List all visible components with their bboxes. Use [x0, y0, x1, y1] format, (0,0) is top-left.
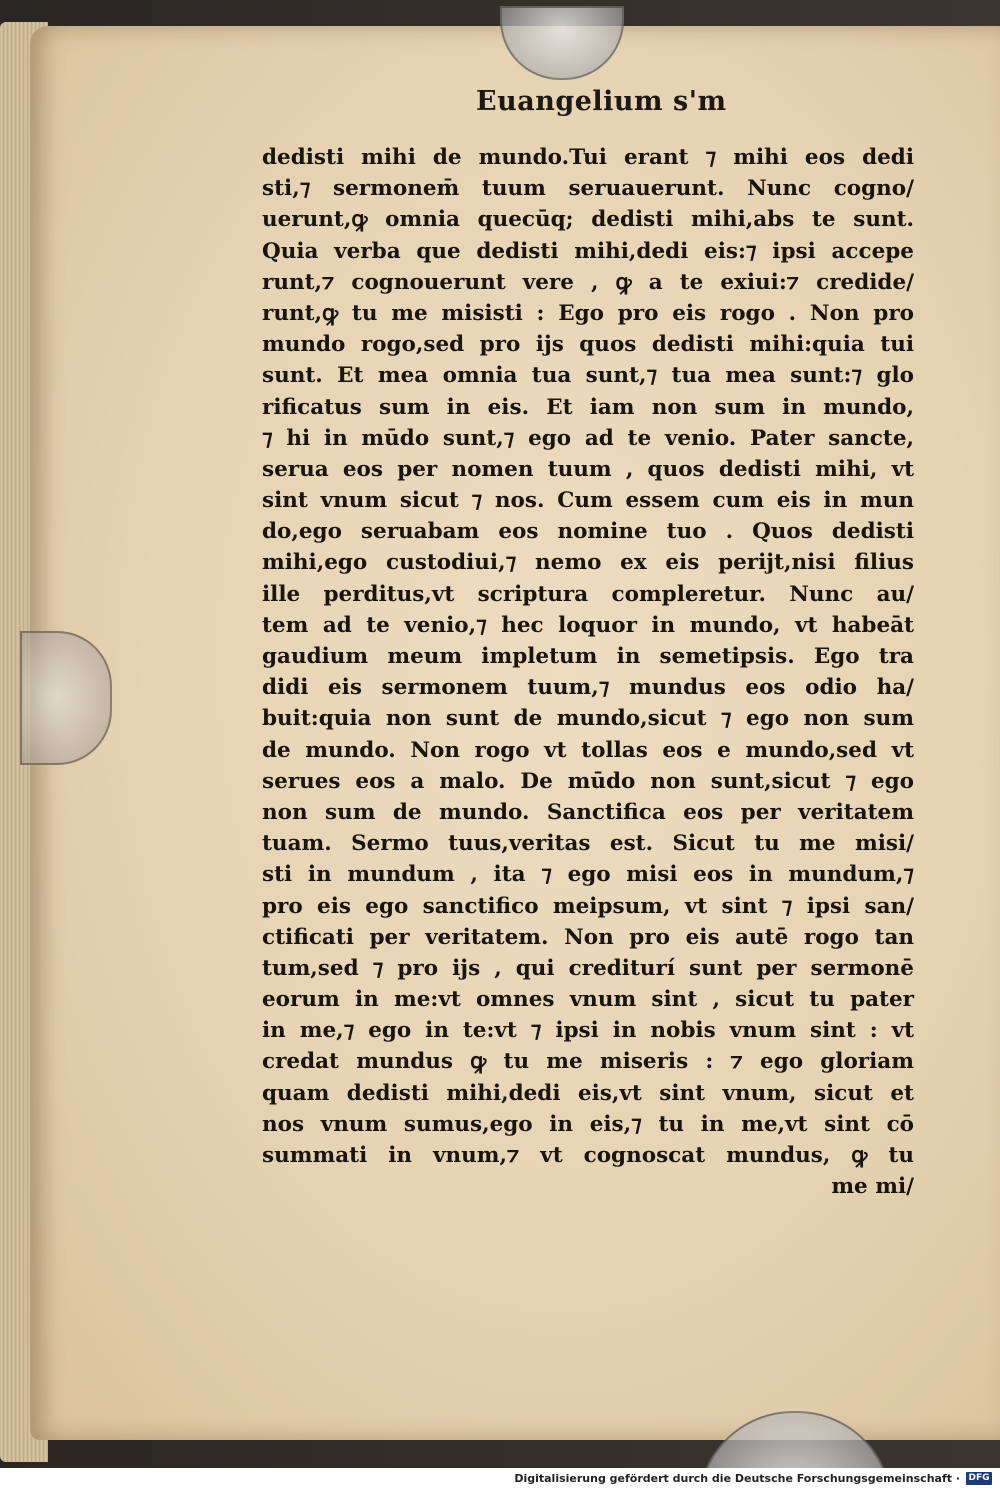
glass-clip-top: [500, 6, 624, 80]
text-line: mundo rogo,sed pro ijs quos dedisti mihi:quia tui: [262, 332, 914, 358]
text-line: tuam. Sermo tuus,veritas est. Sicut tu me misi/: [262, 831, 914, 857]
text-line: gaudium meum impletum in semetipsis. Ego tra: [262, 644, 914, 669]
text-line: in me,⁊ ego in te:vt ⁊ ipsi in nobis vnum sint : vt: [262, 1018, 914, 1044]
text-line: tem ad te venio,⁊ hec loquor in mundo, vt habeāt: [262, 612, 914, 638]
text-line: runt,⁊ cognouerunt vere , ꝙ a te exiui:⁊ credide/: [262, 269, 914, 295]
text-line: mihi,ego custodiui,⁊ nemo ex eis perijt,nisi filius: [262, 550, 914, 576]
text-line: didi eis sermonem tuum,⁊ mundus eos odio ha/: [262, 675, 914, 701]
text-line: do,ego seruabam eos nomine tuo . Quos dedisti: [262, 519, 914, 545]
text-line: pro eis ego sanctifico meipsum, vt sint ⁊ ipsi san/: [262, 893, 914, 919]
text-line: sunt. Et mea omnia tua sunt,⁊ tua mea sunt:⁊ glo: [262, 363, 914, 389]
text-block: [262, 142, 914, 1202]
text-line: uerunt,ꝙ omnia quecūq; dedisti mihi,abs te sunt.: [262, 207, 914, 233]
text-line: non sum de mundo. Sanctifica eos per veritatem: [262, 799, 914, 825]
text-line: sti in mundum , ita ⁊ ego misi eos in mundum,⁊: [262, 862, 914, 888]
text-line: quam dedisti mihi,dedi eis,vt sint vnum, sicut et: [262, 1080, 914, 1106]
text-line: tum,sed ⁊ pro ijs , qui crediturí sunt per sermonē: [262, 955, 914, 981]
text-line: de mundo. Non rogo vt tollas eos e mundo,sed vt: [262, 737, 914, 763]
dfg-logo: DFG: [966, 1472, 992, 1485]
text-line: ⁊ hi in mūdo sunt,⁊ ego ad te venio. Pater sancte,: [262, 425, 914, 451]
text-line: serua eos per nomen tuum , quos dedisti mihi, vt: [262, 456, 914, 482]
text-line: me mi/: [831, 1174, 914, 1200]
text-line: nos vnum sumus,ego in eis,⁊ tu in me,vt sint cō: [262, 1111, 914, 1137]
text-line: dedisti mihi de mundo.Tui erant ⁊ mihi eos dedi: [262, 145, 914, 170]
digitization-footer: [0, 1468, 1000, 1491]
text-line: runt,ꝙ tu me misisti : Ego pro eis rogo . Non pro: [262, 300, 914, 326]
text-line: serues eos a malo. De mūdo non sunt,sicut ⁊ ego: [262, 768, 914, 794]
text-line: buit:quia non sunt de mundo,sicut ⁊ ego non sum: [262, 706, 914, 732]
text-line: ille perditus,vt scriptura compleretur. Nunc au/: [262, 581, 914, 607]
glass-clip-bottom: [698, 1411, 892, 1468]
text-line: eorum in me:vt omnes vnum sint , sicut tu pater: [262, 987, 914, 1013]
text-line: credat mundus ꝙ tu me miseris : ⁊ ego gloriam: [262, 1049, 914, 1075]
digitization-credit: Digitalisierung gefördert durch die Deutsche Forschungsgemeinschaft ·: [514, 1472, 960, 1485]
text-line: Quia verba que dedisti mihi,dedi eis:⁊ ipsi accepe: [262, 238, 914, 264]
text-line: ctificati per veritatem. Non pro eis autē rogo tan: [262, 924, 914, 950]
text-line: summati in vnum,⁊ vt cognoscat mundus, ꝙ tu: [262, 1143, 914, 1168]
text-line: sint vnum sicut ⁊ nos. Cum essem cum eis in mun: [262, 488, 914, 514]
glass-clip-left: [20, 631, 112, 765]
running-title: Euangelium s'm: [476, 86, 727, 117]
text-line: sti,⁊ sermonem̄ tuum seruauerunt. Nunc cogno/: [262, 176, 914, 202]
text-line: rificatus sum in eis. Et iam non sum in mundo,: [262, 394, 914, 420]
